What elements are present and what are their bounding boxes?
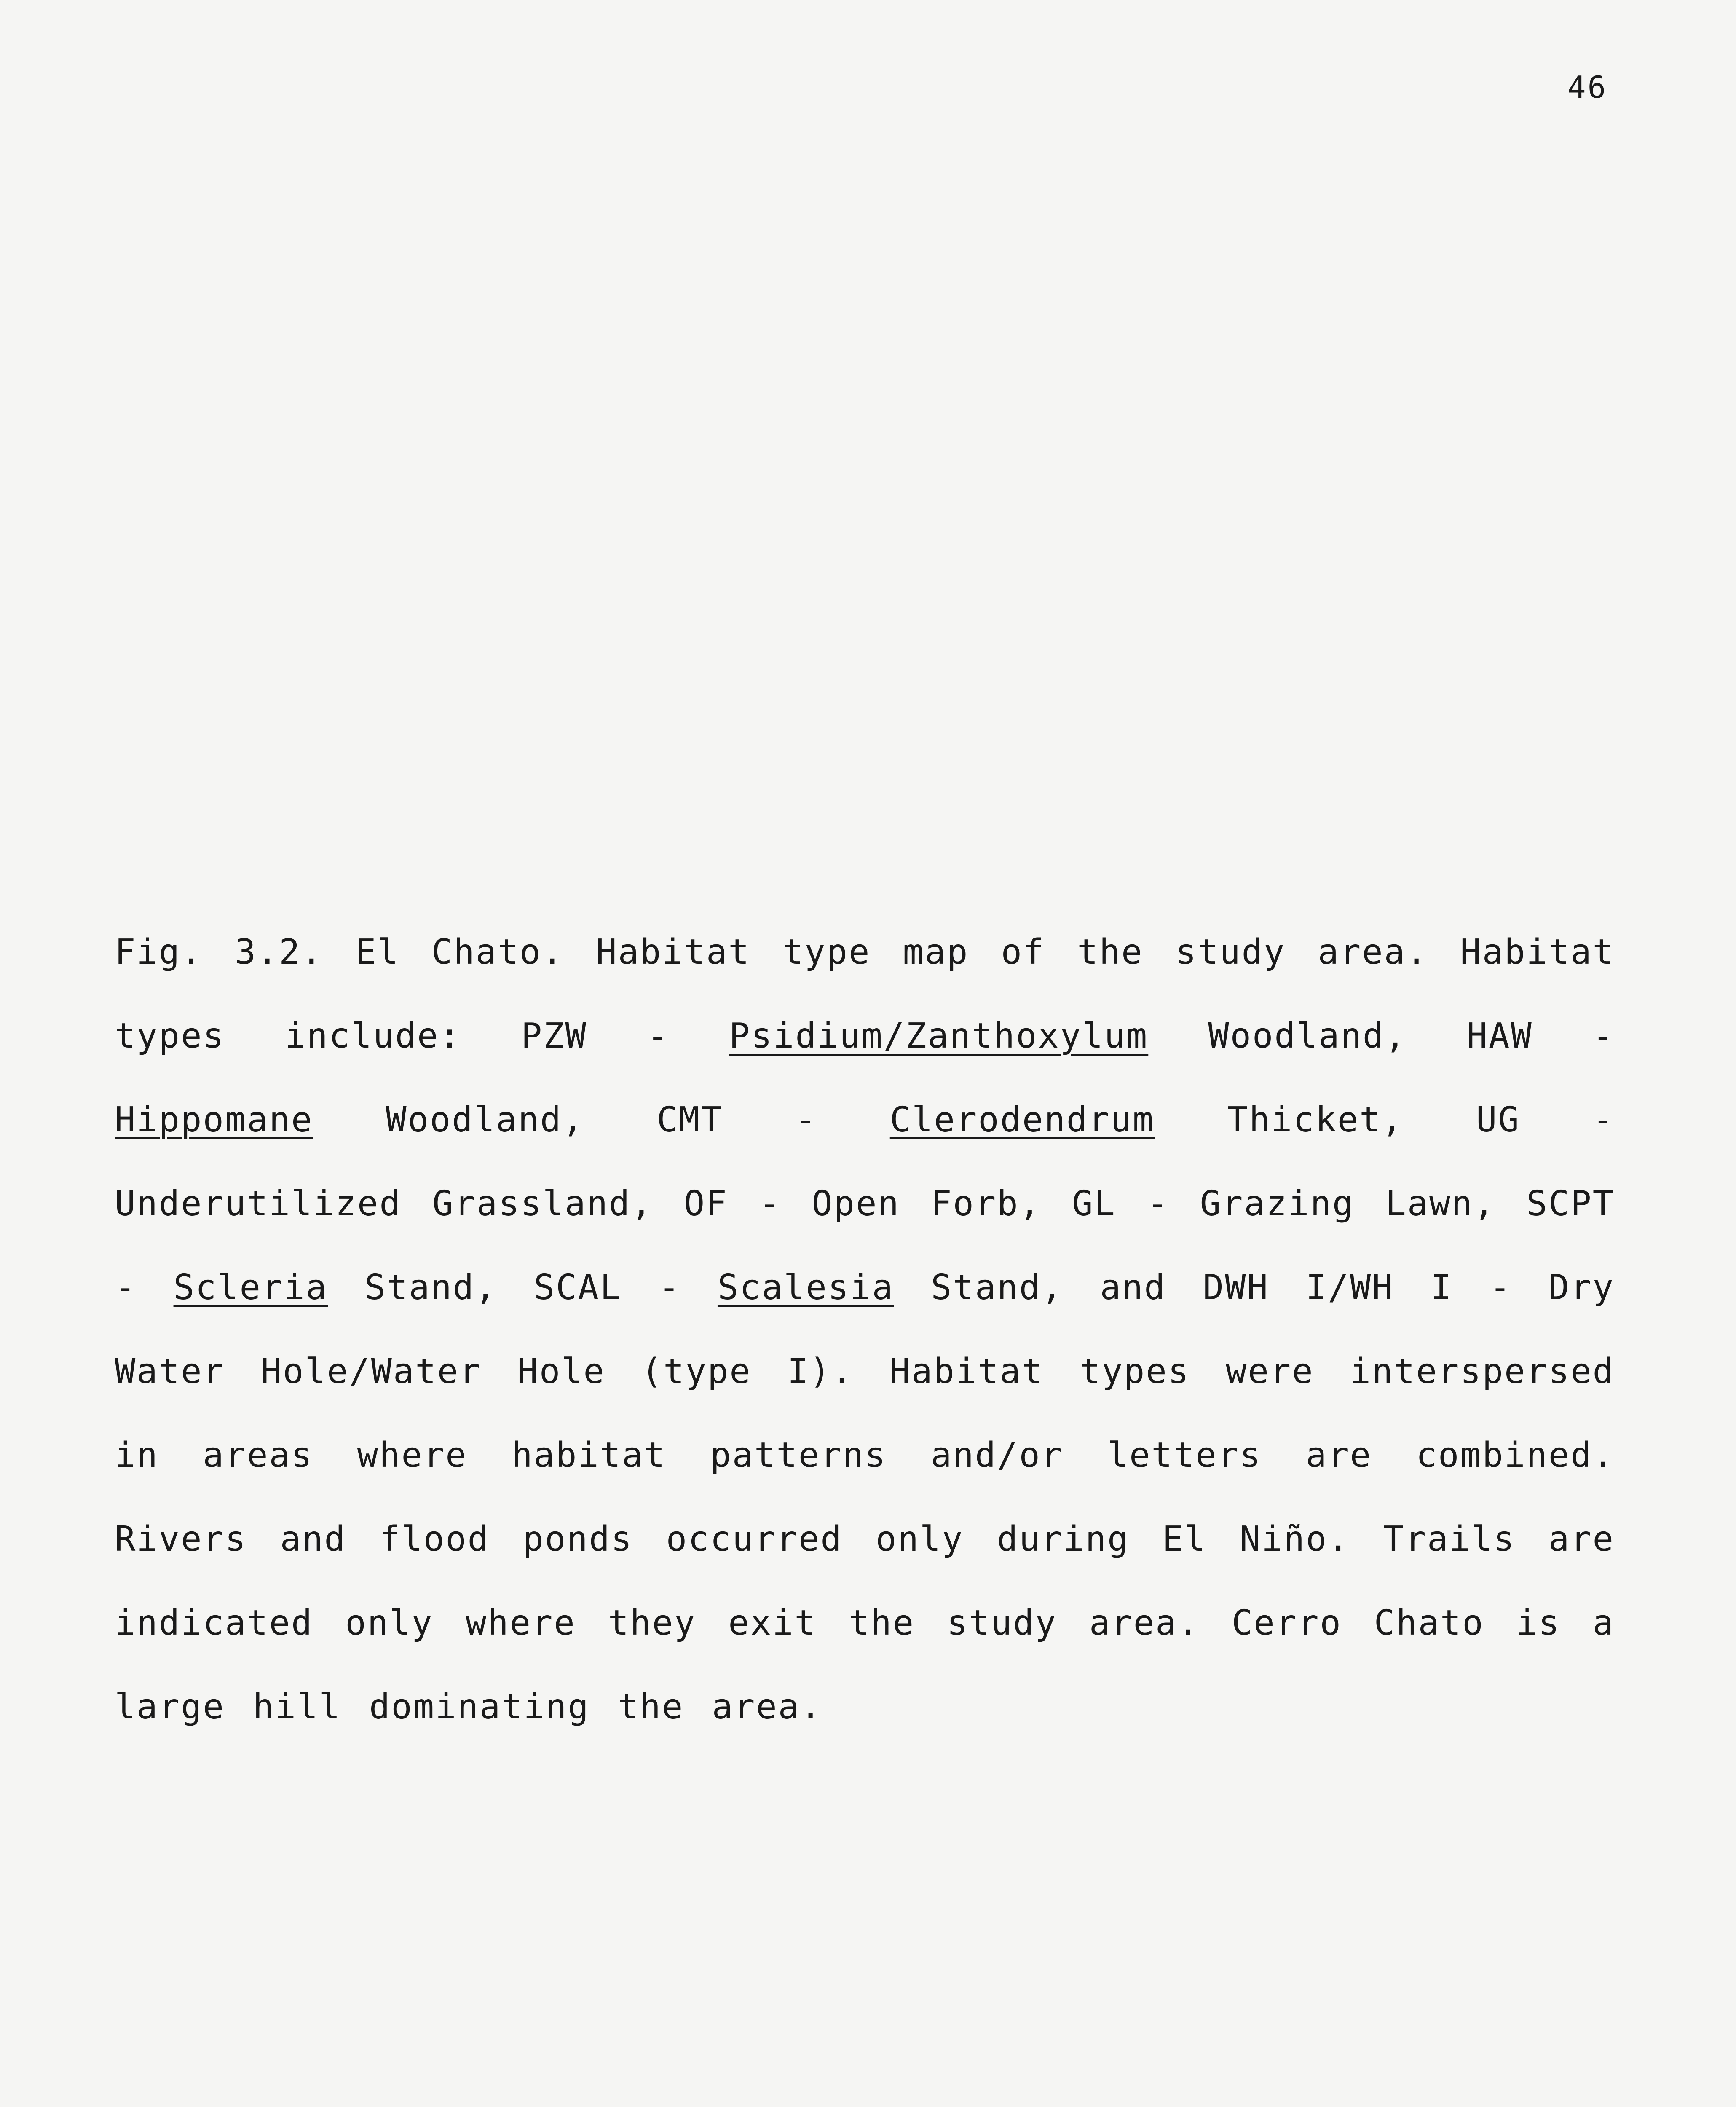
- habitat-of: OF - Open Forb,: [683, 1184, 1041, 1224]
- page-number: 46: [1567, 70, 1607, 105]
- habitat-haw-code: HAW -: [1466, 1016, 1615, 1056]
- habitat-pzw-code: PZW -: [521, 1016, 670, 1056]
- habitat-dwh: and DWH I/WH I - Dry Water Hole/Water Hole (type I).: [115, 1268, 1615, 1391]
- habitat-pzw-genus: Psidium/Zanthoxylum: [729, 1016, 1149, 1056]
- habitat-ug: UG - Underutilized Grassland,: [115, 1100, 1615, 1224]
- habitat-pzw-rest: Woodland,: [1208, 1016, 1407, 1056]
- habitat-scpt-code: SCPT -: [115, 1184, 1615, 1308]
- habitat-cmt-code: CMT -: [656, 1100, 817, 1140]
- habitat-scal-rest: Stand,: [931, 1268, 1064, 1308]
- caption-body: Habitat types were interspersed in areas where habitat patterns and/or letters are combined. Rivers and flood ponds occurred only during El Niño. Trails are indicated only where they exit the study area. Cerro Chato is a large hill dominating the area.: [115, 1351, 1615, 1727]
- habitat-cmt-genus: Clerodendrum: [889, 1100, 1155, 1140]
- habitat-scpt-genus: Scleria: [173, 1268, 328, 1308]
- habitat-gl: GL - Grazing Lawn,: [1072, 1184, 1496, 1224]
- habitat-scal-code: SCAL -: [533, 1268, 681, 1308]
- habitat-scpt-rest: Stand,: [364, 1268, 497, 1308]
- figure-label: Fig. 3.2.: [115, 932, 324, 972]
- caption-intro: Habitat types include:: [115, 932, 1615, 1056]
- habitat-haw-rest: Woodland,: [386, 1100, 584, 1140]
- habitat-haw-genus: Hippomane: [115, 1100, 313, 1140]
- habitat-scal-genus: Scalesia: [717, 1268, 894, 1308]
- figure-caption: [115, 910, 1615, 1749]
- habitat-cmt-rest: Thicket,: [1227, 1100, 1404, 1140]
- figure-title: El Chato. Habitat type map of the study area.: [355, 932, 1428, 972]
